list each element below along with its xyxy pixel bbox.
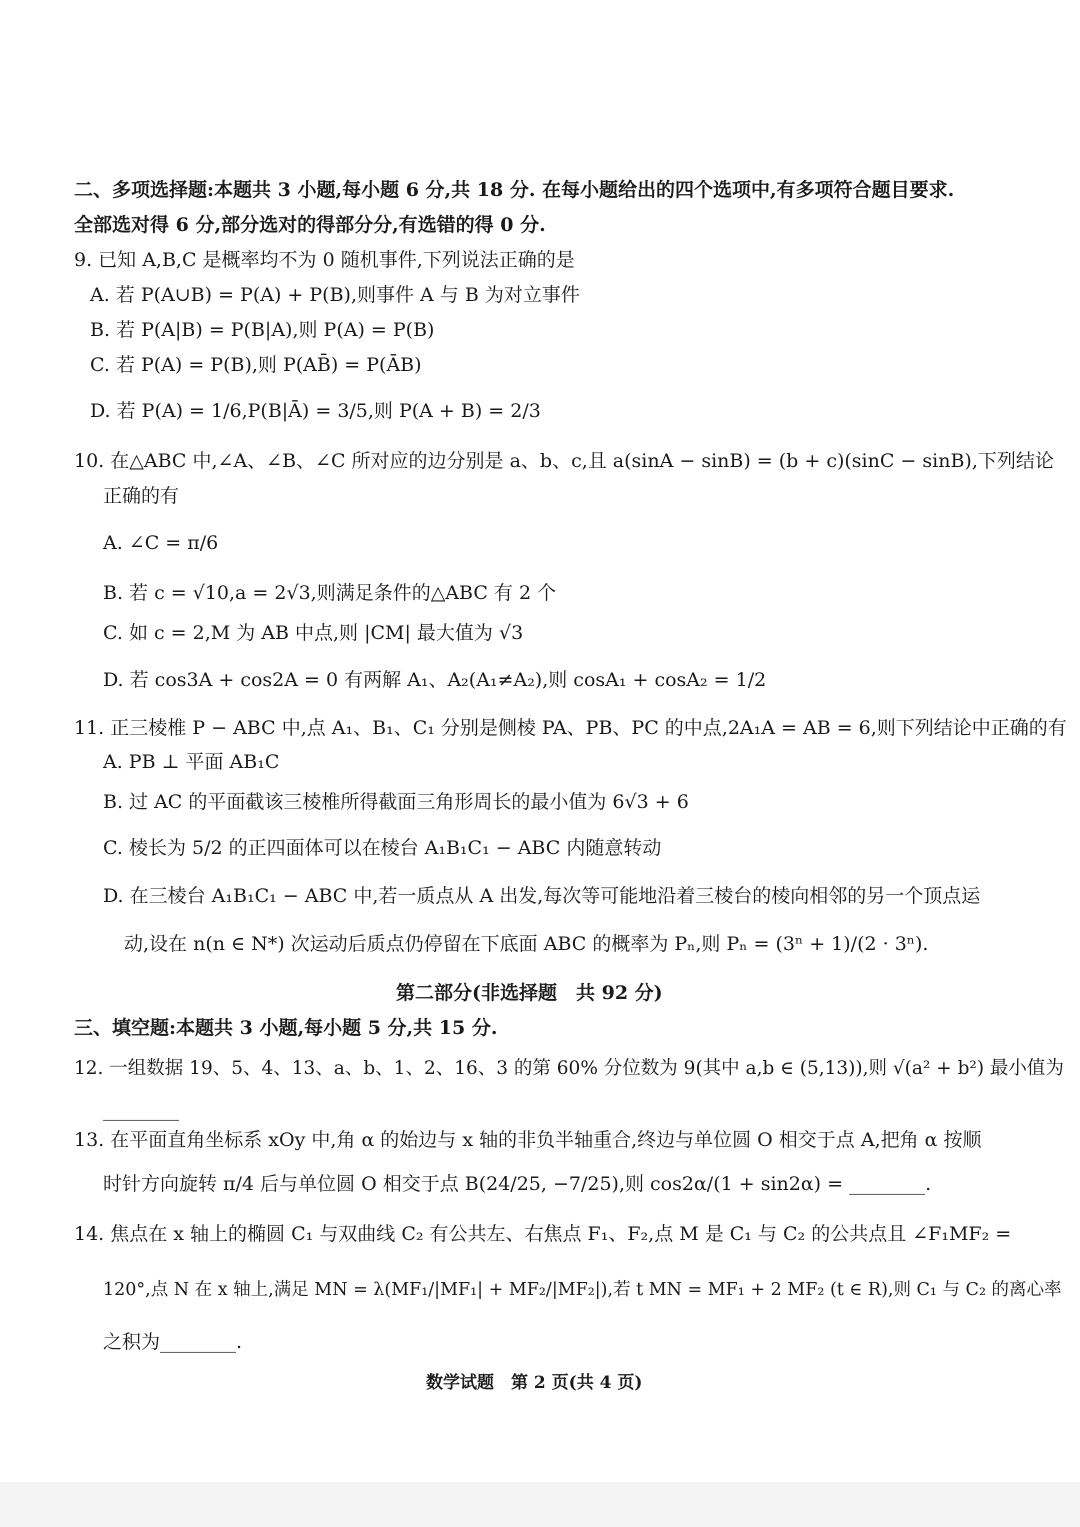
- q11-option-b: B. 过 AC 的平面截该三棱椎所得截面三角形周长的最小值为 6√3 + 6: [103, 791, 689, 813]
- section2-heading-line2: 全部选对得 6 分,部分选对的得部分分,有选错的得 0 分.: [74, 214, 546, 236]
- q9-option-b: B. 若 P(A|B) = P(B|A),则 P(A) = P(B): [90, 319, 435, 341]
- q12-line1: 12. 一组数据 19、5、4、13、a、b、1、2、16、3 的第 60% 分位数为 9(其中 a,b ∈ (5,13)),则 √(a² + b²) 最小值为: [74, 1058, 1064, 1079]
- q10-stem-line1: 10. 在△ABC 中,∠A、∠B、∠C 所对应的边分别是 a、b、c,且 a(sinA − sinB) = (b + c)(sinC − sinB),下列结论: [74, 450, 1054, 472]
- q10-option-b: B. 若 c = √10,a = 2√3,则满足条件的△ABC 有 2 个: [103, 582, 557, 604]
- q9-option-c: C. 若 P(A) = P(B),则 P(AB̄) = P(ĀB): [90, 354, 422, 376]
- q10-option-c: C. 如 c = 2,M 为 AB 中点,则 |CM| 最大值为 √3: [103, 622, 524, 644]
- section2-heading-line1: 二、多项选择题:本题共 3 小题,每小题 6 分,共 18 分. 在每小题给出的四个选项中,有多项符合题目要求.: [74, 179, 955, 201]
- q11-option-a: A. PB ⊥ 平面 AB₁C: [103, 751, 280, 773]
- q9-option-a: A. 若 P(A∪B) = P(A) + P(B),则事件 A 与 B 为对立事件: [90, 284, 580, 306]
- q9-option-d: D. 若 P(A) = 1/6,P(B|Ā) = 3/5,则 P(A + B) = 2/3: [90, 400, 541, 422]
- q9-stem: 9. 已知 A,B,C 是概率均不为 0 随机事件,下列说法正确的是: [74, 249, 575, 271]
- q13-line1: 13. 在平面直角坐标系 xOy 中,角 α 的始边与 x 轴的非负半轴重合,终边与单位圆 O 相交于点 A,把角 α 按顺: [74, 1129, 982, 1151]
- q10-option-d: D. 若 cos3A + cos2A = 0 有两解 A₁、A₂(A₁≠A₂),则 cosA₁ + cosA₂ = 1/2: [103, 669, 767, 691]
- q11-option-d-line2: 动,设在 n(n ∈ N*) 次运动后质点仍停留在下底面 ABC 的概率为 Pₙ,则 Pₙ = (3ⁿ + 1)/(2 · 3ⁿ).: [124, 933, 929, 955]
- q11-stem: 11. 正三棱椎 P − ABC 中,点 A₁、B₁、C₁ 分别是侧棱 PA、PB、PC 的中点,2A₁A = AB = 6,则下列结论中正确的有: [74, 717, 1067, 739]
- q11-option-c: C. 棱长为 5/2 的正四面体可以在棱台 A₁B₁C₁ − ABC 内随意转动: [103, 837, 662, 859]
- q10-option-a: A. ∠C = π/6: [103, 532, 219, 554]
- part2-title: 第二部分(非选择题 共 92 分): [396, 982, 663, 1004]
- bottom-margin-band: [0, 1482, 1080, 1527]
- q14-line2: 120°,点 N 在 x 轴上,满足 MN = λ(MF₁/|MF₁| + MF₂/|MF₂|),若 t MN = MF₁ + 2 MF₂ (t ∈ R),则 C₁ 与 C₂ 的离心率: [103, 1280, 1062, 1300]
- page-footer: 数学试题 第 2 页(共 4 页): [426, 1373, 643, 1393]
- q11-option-d-line1: D. 在三棱台 A₁B₁C₁ − ABC 中,若一质点从 A 出发,每次等可能地沿着三棱台的棱向相邻的另一个顶点运: [103, 885, 981, 907]
- q12-answer-blank: ________: [103, 1099, 179, 1121]
- q14-line1: 14. 焦点在 x 轴上的椭圆 C₁ 与双曲线 C₂ 有公共左、右焦点 F₁、F₂,点 M 是 C₁ 与 C₂ 的公共点且 ∠F₁MF₂ =: [74, 1223, 1012, 1245]
- q14-line3: 之积为________.: [103, 1331, 243, 1353]
- q13-line2: 时针方向旋转 π/4 后与单位圆 O 相交于点 B(24/25, −7/25),则 cos2α/(1 + sin2α) = ________.: [103, 1173, 932, 1195]
- q10-stem-line2: 正确的有: [103, 485, 180, 507]
- section3-heading: 三、填空题:本题共 3 小题,每小题 5 分,共 15 分.: [74, 1017, 498, 1039]
